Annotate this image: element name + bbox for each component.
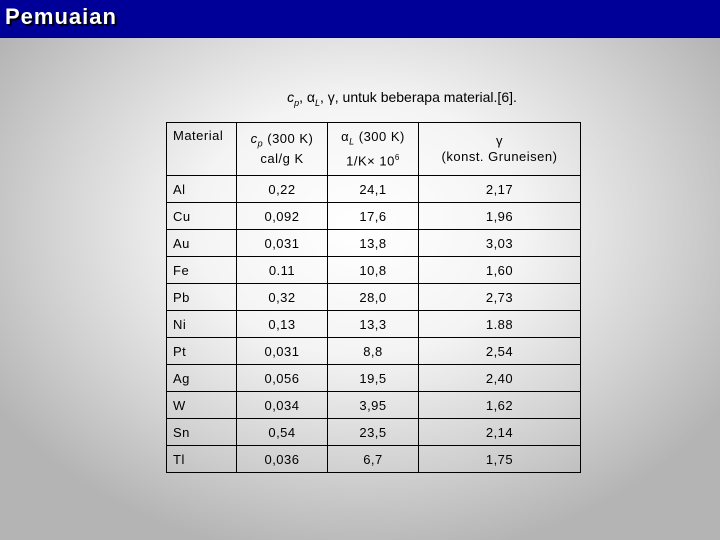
header-alpha-line1: (300 K): [354, 129, 405, 145]
cell-gamma: 3,03: [419, 230, 581, 257]
cell-material: Ni: [167, 311, 237, 338]
table-row: [167, 338, 581, 365]
table-row: [167, 203, 581, 230]
table-row: [167, 257, 581, 284]
cell-gamma: 1,75: [419, 446, 581, 473]
cell-gamma: 2,54: [419, 338, 581, 365]
table-row: [167, 419, 581, 446]
cell-cp: 0,031: [237, 338, 328, 365]
cell-material: Sn: [167, 419, 237, 446]
cell-material: Au: [167, 230, 237, 257]
slide-title: Pemuaian: [5, 4, 117, 29]
header-cp: $c_p$ (300 K) cal/g K: [237, 123, 328, 176]
cell-alpha: 6,7: [328, 446, 419, 473]
cell-alpha: 10,8: [328, 257, 419, 284]
cell-alpha: 19,5: [328, 365, 419, 392]
table-row: [167, 392, 581, 419]
title-bar: [0, 0, 720, 38]
header-gamma-line1: γ: [496, 133, 503, 148]
cell-cp: 0,092: [237, 203, 328, 230]
cell-cp: 0.11: [237, 257, 328, 284]
cell-cp: 0,54: [237, 419, 328, 446]
header-alpha-exp: 6: [394, 152, 400, 162]
cell-alpha: 28,0: [328, 284, 419, 311]
table-row: [167, 176, 581, 203]
cell-cp: 0,031: [237, 230, 328, 257]
cell-material: Ag: [167, 365, 237, 392]
header-cp-line2: cal/g K: [260, 151, 304, 167]
cell-gamma: 1,96: [419, 203, 581, 230]
cell-cp: 0,22: [237, 176, 328, 203]
caption-text: , untuk beberapa material.[6].: [334, 89, 517, 105]
cell-gamma: 1.88: [419, 311, 581, 338]
cell-material: Pt: [167, 338, 237, 365]
cell-alpha: 13,8: [328, 230, 419, 257]
table-row: [167, 230, 581, 257]
cell-gamma: 2,17: [419, 176, 581, 203]
cell-material: Cu: [167, 203, 237, 230]
cell-alpha: 24,1: [328, 176, 419, 203]
cell-alpha: 3,95: [328, 392, 419, 419]
header-gamma: [419, 123, 581, 176]
cell-alpha: 17,6: [328, 203, 419, 230]
header-alpha: $\alpha_L$ (300 K) $1/K\times 10^6$: [328, 123, 419, 176]
cell-material: Fe: [167, 257, 237, 284]
cell-alpha: 23,5: [328, 419, 419, 446]
cell-cp: 0,13: [237, 311, 328, 338]
material-table: [166, 122, 581, 473]
cell-gamma: 1,60: [419, 257, 581, 284]
cell-material: Pb: [167, 284, 237, 311]
caption-cp-symbol: $c_p$: [287, 89, 300, 108]
table-caption: $c_p$, $\alpha_L$, γ, untuk beberapa material.[6].: [287, 89, 517, 108]
header-cp-line1: (300 K): [263, 130, 314, 146]
table-row: [167, 365, 581, 392]
header-gamma-line2: (konst. Gruneisen): [441, 149, 558, 164]
header-alpha-line2: 1/K× 10: [346, 152, 395, 168]
cell-gamma: 1,62: [419, 392, 581, 419]
cell-gamma: 2,40: [419, 365, 581, 392]
cell-gamma: 2,14: [419, 419, 581, 446]
cell-cp: 0,32: [237, 284, 328, 311]
cell-cp: 0,036: [237, 446, 328, 473]
cell-alpha: 8,8: [328, 338, 419, 365]
table-header-row: [167, 123, 581, 176]
cell-material: W: [167, 392, 237, 419]
cell-material: Tl: [167, 446, 237, 473]
cell-gamma: 2,73: [419, 284, 581, 311]
table-row: [167, 311, 581, 338]
table-row: [167, 446, 581, 473]
cell-material: Al: [167, 176, 237, 203]
header-material: Material: [167, 123, 237, 176]
cell-cp: 0,056: [237, 365, 328, 392]
cell-alpha: 13,3: [328, 311, 419, 338]
table-row: [167, 284, 581, 311]
cell-cp: 0,034: [237, 392, 328, 419]
